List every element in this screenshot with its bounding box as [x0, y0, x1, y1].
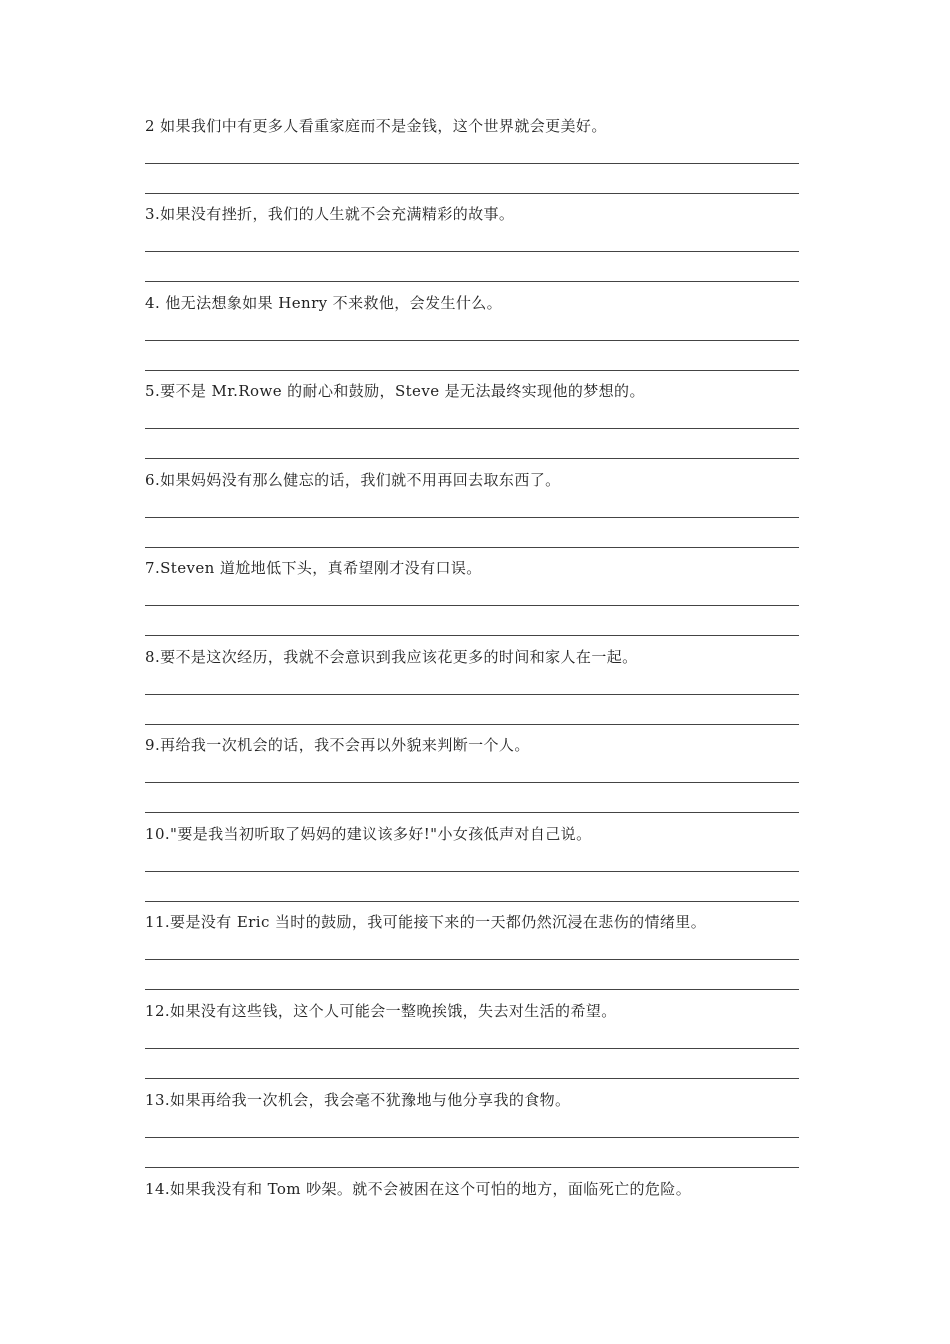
answer-line: [145, 281, 799, 282]
answer-line: [145, 428, 799, 429]
exercise-prompt: 2 如果我们中有更多人看重家庭而不是金钱，这个世界就会更美好。: [145, 117, 607, 135]
answer-line: [145, 1048, 799, 1049]
exercise-item: [145, 293, 799, 313]
exercise-prompt: 12.如果没有这些钱，这个人可能会一整晚挨饿，失去对生活的希望。: [145, 1002, 617, 1020]
exercise-prompt: 10."要是我当初听取了妈妈的建议该多好!"小女孩低声对自己说。: [145, 825, 592, 843]
exercise-item: [145, 381, 799, 401]
answer-line: [145, 1137, 799, 1138]
exercise-item: [145, 116, 799, 136]
exercise-prompt: 3.如果没有挫折，我们的人生就不会充满精彩的故事。: [145, 205, 515, 223]
exercise-item: [145, 1001, 799, 1021]
answer-line: [145, 989, 799, 990]
answer-line: [145, 724, 799, 725]
answer-line: [145, 370, 799, 371]
answer-line: [145, 812, 799, 813]
exercise-item: [145, 735, 799, 755]
exercise-item: [145, 1179, 799, 1199]
exercise-item: [145, 204, 799, 224]
answer-line: [145, 517, 799, 518]
exercise-item: [145, 558, 799, 578]
answer-line: [145, 163, 799, 164]
answer-line: [145, 605, 799, 606]
answer-line: [145, 547, 799, 548]
answer-line: [145, 871, 799, 872]
answer-line: [145, 193, 799, 194]
exercise-item: [145, 824, 799, 844]
exercise-prompt: 4. 他无法想象如果 Henry 不来救他，会发生什么。: [145, 294, 503, 312]
exercise-prompt: 13.如果再给我一次机会，我会毫不犹豫地与他分享我的食物。: [145, 1091, 571, 1109]
answer-line: [145, 1078, 799, 1079]
exercise-prompt: 8.要不是这次经历，我就不会意识到我应该花更多的时间和家人在一起。: [145, 648, 638, 666]
answer-line: [145, 458, 799, 459]
exercise-item: [145, 1090, 799, 1110]
exercise-prompt: 9.再给我一次机会的话，我不会再以外貌来判断一个人。: [145, 736, 530, 754]
exercise-prompt: 11.要是没有 Eric 当时的鼓励，我可能接下来的一天都仍然沉浸在悲伤的情绪里。: [145, 913, 707, 931]
exercise-item: [145, 912, 799, 932]
exercise-prompt: 14.如果我没有和 Tom 吵架。就不会被困在这个可怕的地方，面临死亡的危险。: [145, 1180, 692, 1198]
answer-line: [145, 694, 799, 695]
exercise-prompt: 6.如果妈妈没有那么健忘的话，我们就不用再回去取东西了。: [145, 471, 561, 489]
answer-line: [145, 635, 799, 636]
exercise-prompt: 7.Steven 道尬地低下头，真希望刚才没有口误。: [145, 559, 482, 577]
answer-line: [145, 1167, 799, 1168]
answer-line: [145, 782, 799, 783]
exercise-item: [145, 470, 799, 490]
answer-line: [145, 959, 799, 960]
exercise-prompt: 5.要不是 Mr.Rowe 的耐心和鼓励，Steve 是无法最终实现他的梦想的。: [145, 382, 645, 400]
exercise-item: [145, 647, 799, 667]
answer-line: [145, 901, 799, 902]
answer-line: [145, 251, 799, 252]
answer-line: [145, 340, 799, 341]
